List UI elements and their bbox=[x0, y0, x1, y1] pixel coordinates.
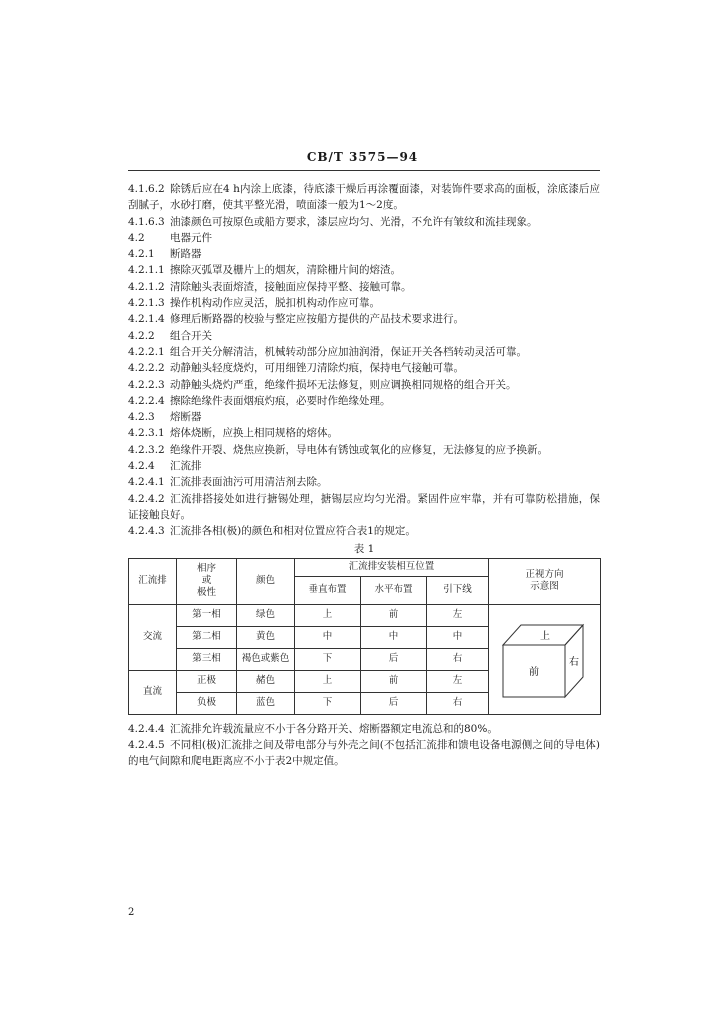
clause-paragraph bbox=[128, 344, 600, 360]
clause-paragraph bbox=[128, 737, 600, 770]
clause-text: 断路器 bbox=[170, 248, 202, 261]
cell-vertical: 下 bbox=[295, 648, 361, 670]
clause-paragraph bbox=[128, 230, 600, 246]
paragraphs-after bbox=[128, 721, 600, 770]
cell-lead: 左 bbox=[427, 604, 489, 626]
clause-paragraph bbox=[128, 721, 600, 737]
clause-paragraph bbox=[128, 360, 600, 376]
header-rule bbox=[128, 170, 600, 171]
clause-number: 4.2.2.2 bbox=[128, 362, 165, 375]
clause-text: 动静触头烧灼严重，绝缘件损坏无法修复，则应调换相同规格的组合开关。 bbox=[170, 378, 517, 391]
clause-number: 4.2.1.3 bbox=[128, 297, 165, 310]
clause-paragraph bbox=[128, 295, 600, 311]
clause-paragraph bbox=[128, 377, 600, 393]
header-front-view bbox=[489, 558, 601, 604]
clause-number: 4.2.2.3 bbox=[128, 378, 165, 391]
cell-color: 赭色 bbox=[237, 670, 295, 692]
clause-paragraph bbox=[128, 328, 600, 344]
busbar-color-table bbox=[128, 558, 601, 715]
clause-paragraph bbox=[128, 474, 600, 490]
page-header: CB/T 3575—94 bbox=[306, 150, 419, 164]
clause-number: 4.2.4.1 bbox=[128, 476, 165, 489]
clause-text: 油漆颜色可按原色或船方要求，漆层应均匀、光滑，不允许有皱纹和流挂现象。 bbox=[170, 215, 538, 228]
clause-number: 4.2.2.1 bbox=[128, 345, 165, 358]
header-lead-down: 引下线 bbox=[427, 576, 489, 604]
paragraphs-before bbox=[128, 181, 600, 540]
header-phase-line-2: 或 bbox=[201, 575, 212, 587]
cell-phase: 第二相 bbox=[177, 626, 237, 648]
cube-label-top: 上 bbox=[539, 631, 550, 643]
clause-text: 操作机构动作应灵活，脱扣机构动作应可靠。 bbox=[170, 297, 380, 310]
cell-lead: 右 bbox=[427, 648, 489, 670]
header-front-view-line-1: 正视方向 bbox=[525, 569, 564, 581]
clause-text: 不同相(极)汇流排之间及带电部分与外壳之间(不包括汇流排和馈电设备电源侧之间的导电体)的电气间隙和爬电距离应不小于表2中规定值。 bbox=[128, 739, 600, 768]
header-position-group: 汇流排安装相互位置 bbox=[295, 558, 489, 576]
clause-number: 4.2 bbox=[128, 231, 145, 244]
clause-number: 4.2.3.1 bbox=[128, 427, 165, 440]
cell-horizontal: 中 bbox=[361, 626, 427, 648]
clause-paragraph bbox=[128, 246, 600, 262]
front-view-diagram-cell bbox=[489, 604, 601, 714]
clause-text: 组合开关 bbox=[170, 329, 212, 342]
table-caption: 表 1 bbox=[353, 542, 375, 555]
cell-color: 黄色 bbox=[237, 626, 295, 648]
clause-paragraph bbox=[128, 458, 600, 474]
clause-text: 汇流排各相(极)的颜色和相对位置应符合表1的规定。 bbox=[170, 525, 416, 538]
clause-paragraph bbox=[128, 523, 600, 539]
cell-phase: 第一相 bbox=[177, 604, 237, 626]
clause-text: 清除触头表面熔渣，接触面应保持平整、接触可靠。 bbox=[170, 280, 412, 293]
clause-paragraph bbox=[128, 393, 600, 409]
clause-text: 汇流排 bbox=[170, 460, 202, 473]
clause-number: 4.2.4 bbox=[128, 460, 155, 473]
cell-vertical: 中 bbox=[295, 626, 361, 648]
clause-text: 汇流排搭接处如进行搪锡处理，搪锡层应均匀光滑。紧固件应牢靠，并有可靠防松措施，保证接触良好。 bbox=[128, 492, 600, 521]
clause-text: 绝缘件开裂、烧焦应换新，导电体有锈蚀或氧化的应修复，无法修复的应予换新。 bbox=[170, 443, 548, 456]
cell-color: 绿色 bbox=[237, 604, 295, 626]
cell-color: 褐色或紫色 bbox=[237, 648, 295, 670]
clause-text: 动静触头轻度烧灼，可用细锉刀清除灼痕，保持电气接触可靠。 bbox=[170, 362, 464, 375]
cell-phase: 第三相 bbox=[177, 648, 237, 670]
clause-number: 4.2.1.2 bbox=[128, 280, 165, 293]
header-phase-order bbox=[177, 558, 237, 604]
cell-vertical: 下 bbox=[295, 692, 361, 714]
group-name-ac: 交流 bbox=[129, 604, 177, 670]
clause-paragraph bbox=[128, 214, 600, 230]
cell-horizontal: 前 bbox=[361, 670, 427, 692]
clause-number: 4.2.3 bbox=[128, 411, 155, 424]
cell-horizontal: 后 bbox=[361, 692, 427, 714]
clause-text: 擦除绝缘件表面烟痕灼痕，必要时作绝缘处理。 bbox=[170, 394, 391, 407]
clause-number: 4.2.3.2 bbox=[128, 443, 165, 456]
clause-paragraph bbox=[128, 425, 600, 441]
clause-paragraph bbox=[128, 491, 600, 524]
clause-paragraph bbox=[128, 409, 600, 425]
clause-number: 4.2.2 bbox=[128, 329, 155, 342]
clause-text: 擦除灭弧罩及栅片上的烟灰，清除栅片间的熔渣。 bbox=[170, 264, 401, 277]
header-front-view-line-2: 示意图 bbox=[530, 581, 559, 593]
clause-paragraph bbox=[128, 279, 600, 295]
page-number: 2 bbox=[128, 907, 135, 918]
table-row bbox=[129, 604, 601, 626]
header-busbar: 汇流排 bbox=[129, 558, 177, 604]
cell-horizontal: 后 bbox=[361, 648, 427, 670]
clause-number: 4.2.1.4 bbox=[128, 313, 165, 326]
cell-horizontal: 前 bbox=[361, 604, 427, 626]
clause-number: 4.1.6.3 bbox=[128, 215, 165, 228]
cell-color: 蓝色 bbox=[237, 692, 295, 714]
cell-lead: 中 bbox=[427, 626, 489, 648]
clause-text: 组合开关分解清洁，机械转动部分应加油润滑，保证开关各档转动灵活可靠。 bbox=[170, 345, 527, 358]
clause-number: 4.2.4.2 bbox=[128, 492, 165, 505]
header-vertical: 垂直布置 bbox=[295, 576, 361, 604]
cube-label-right: 右 bbox=[568, 657, 579, 669]
cell-vertical: 上 bbox=[295, 670, 361, 692]
clause-paragraph bbox=[128, 442, 600, 458]
header-phase-line-1: 相序 bbox=[196, 563, 216, 575]
clause-text: 修理后断路器的校验与整定应按船方提供的产品技术要求进行。 bbox=[170, 313, 464, 326]
clause-text: 汇流排表面油污可用清洁剂去除。 bbox=[170, 476, 328, 489]
header-phase-line-3: 极性 bbox=[196, 587, 216, 599]
clause-paragraph bbox=[128, 311, 600, 327]
clause-number: 4.2.4.3 bbox=[128, 525, 165, 538]
clause-number: 4.1.6.2 bbox=[128, 183, 165, 195]
header-color: 颜色 bbox=[237, 558, 295, 604]
cell-vertical: 上 bbox=[295, 604, 361, 626]
cell-phase: 负极 bbox=[177, 692, 237, 714]
header-horizontal: 水平布置 bbox=[361, 576, 427, 604]
clause-number: 4.2.4.4 bbox=[128, 722, 165, 735]
clause-text: 熔断器 bbox=[170, 411, 202, 424]
clause-text: 汇流排允许载流量应不小于各分路开关、熔断器额定电流总和的80%。 bbox=[170, 722, 498, 735]
clause-paragraph bbox=[128, 262, 600, 278]
clause-paragraph bbox=[128, 181, 600, 214]
cell-lead: 左 bbox=[427, 670, 489, 692]
clause-number: 4.2.1.1 bbox=[128, 264, 165, 277]
clause-number: 4.2.1 bbox=[128, 248, 155, 261]
clause-text: 除锈后应在4 h内涂上底漆，待底漆干燥后再涂覆面漆，对装饰件要求高的面板，涂底漆后应刮腻子，水砂打磨，使其平整光滑，喷面漆一般为1～2度。 bbox=[128, 183, 600, 212]
group-name-dc: 直流 bbox=[129, 670, 177, 714]
clause-text: 电器元件 bbox=[170, 231, 212, 244]
cube-diagram bbox=[495, 615, 595, 703]
cell-phase: 正极 bbox=[177, 670, 237, 692]
clause-text: 熔体烧断，应换上相同规格的熔体。 bbox=[170, 427, 338, 440]
document-body bbox=[128, 181, 600, 770]
clause-number: 4.2.4.5 bbox=[128, 739, 165, 752]
cube-label-front: 前 bbox=[528, 667, 539, 679]
clause-number: 4.2.2.4 bbox=[128, 394, 165, 407]
cell-lead: 右 bbox=[427, 692, 489, 714]
